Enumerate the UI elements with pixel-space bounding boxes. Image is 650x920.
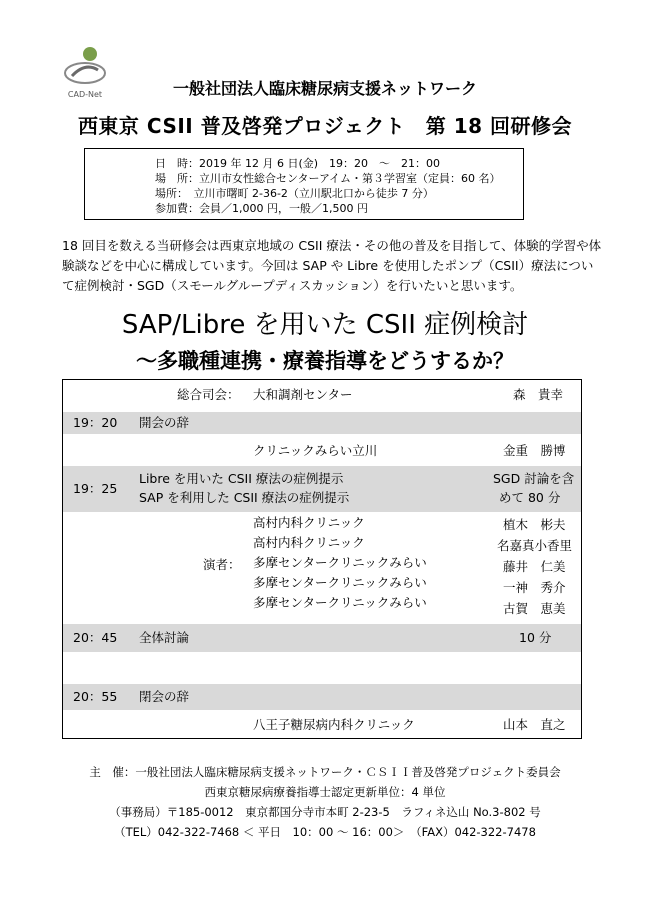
speaker-name: 植木 彬夫 [503,517,566,532]
program-table [62,379,582,739]
case-1: Libre を用いた CSII 療法の症例提示 [139,471,344,486]
speaker-org: 高村内科クリニック [253,535,365,550]
speaker-name: 一神 秀介 [503,580,566,595]
case-2: SAP を利用した CSII 療法の症例提示 [139,490,350,505]
moderator-label: 総合司会： [177,387,240,402]
closing-name: 山本 直之 [503,717,566,732]
closing-label: 閉会の辞 [139,689,190,704]
event-date: 日 時：2019 年 12 月 6 日(金) 19：20 ～ 21：00 [155,157,441,170]
closing-time: 20：55 [73,689,118,704]
speakers-label: 演者： [203,557,241,572]
footer-office: （事務局）〒185-0012 東京都国分寺市本町 2-23-5 ラフィネ込山 No.3-802 号 [109,805,541,819]
program-row-closing-speaker [63,710,581,738]
logo-text: CAD-Net [67,90,103,99]
speaker-name: 名嘉真小香里 [497,538,573,553]
program-row-opening-speaker [63,436,581,464]
speaker-name: 藤井 仁美 [503,559,566,574]
opening-label: 開会の辞 [139,415,190,430]
event-address: 場所： 立川市曙町 2-36-2（立川駅北口から徒歩 7 分） [155,187,434,200]
footer-host: 主 催：一般社団法人臨床糖尿病支援ネットワーク・ＣＳＩＩ普及啓発プロジェクト委員会 [89,765,561,779]
footer-contact: （TEL）042-322-7468 ＜ 平日 10：00 ～ 16：00＞ （FAX）042-322-7478 [114,825,536,839]
speaker-org: 多摩センタークリニックみらい [253,595,427,610]
case-time: 19：25 [73,481,118,496]
program-row-closing [63,684,581,710]
discussion-duration: 10 分 [519,630,552,645]
intro-paragraph: 18 回目を数える当研修会は西東京地域の CSII 療法・その他の普及を目指して、体験的学習や体験談などを中心に構成しています。今回は SAP や Libre を使用したポンプ（CSII）療法について症例検討・SGD（スモールグループディスカッション）を行いたいと思います。 [62,238,602,293]
headline: SAP/Libre を用いた CSII 症例検討 [121,310,529,340]
case-note-2: めて 80 分 [499,490,561,505]
program-row-discussion [63,624,581,652]
program-row-speakers [63,514,581,620]
speaker-name: 古賀 恵美 [503,601,566,616]
event-title: 西東京 CSII 普及啓発プロジェクト 第 18 回研修会 [77,114,573,138]
organization-title: 一般社団法人臨床糖尿病支援ネットワーク [172,79,477,98]
event-venue: 場 所：立川市女性総合センターアイム・第３学習室（定員：60 名） [155,172,501,185]
program-row-opening [63,412,581,434]
discussion-label: 全体討論 [139,630,190,645]
discussion-time: 20：45 [73,630,118,645]
program-row-cases [63,466,581,512]
opening-time: 19：20 [73,415,118,430]
program-row-moderator [63,380,581,410]
opening-name: 金重 勝博 [503,443,566,458]
speaker-org: 多摩センタークリニックみらい [253,555,427,570]
closing-org: 八王子糖尿病内科クリニック [253,717,415,732]
speaker-org: 高村内科クリニック [253,515,365,530]
event-fee: 参加費：会員／1,000 円，一般／1,500 円 [155,202,368,215]
speaker-org: 多摩センタークリニックみらい [253,575,427,590]
footer-credit: 西東京糖尿病療養指導士認定更新単位：4 単位 [204,785,446,799]
moderator-org: 大和調剤センター [253,387,353,402]
case-note-1: SGD 討論を含 [493,471,575,486]
program-row-spacer [63,652,581,682]
subheadline: ～多職種連携・療養指導をどうするか？ [136,349,514,373]
moderator-name: 森 貴幸 [513,387,564,402]
event-info-box [84,148,524,220]
opening-org: クリニックみらい立川 [253,443,378,458]
